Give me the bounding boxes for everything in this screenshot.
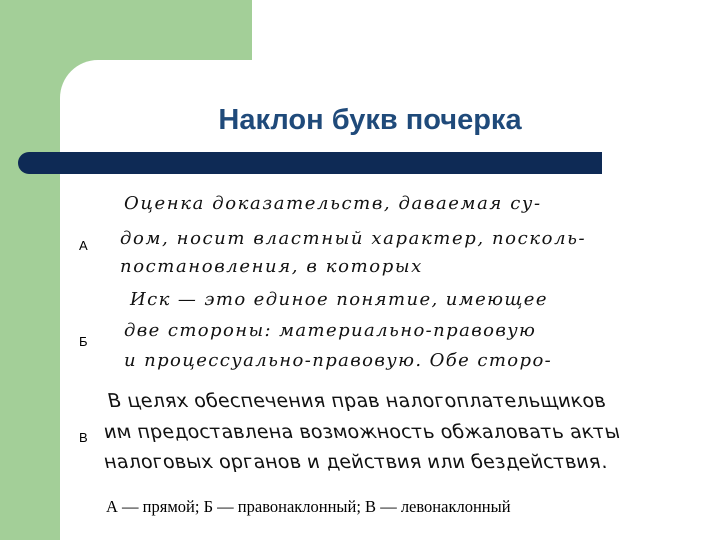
handwriting-b-line-2: две стороны: материально-правовую bbox=[124, 320, 537, 341]
title-underline-bar bbox=[18, 152, 602, 174]
handwriting-b-line-3: и процессуально-правовую. Обе сторо- bbox=[124, 350, 553, 371]
figure-caption: А — прямой; Б — правонаклонный; В — левонаклонный bbox=[106, 497, 511, 516]
sample-label-a: А bbox=[79, 238, 88, 253]
slide-title: Наклон букв почерка bbox=[218, 104, 522, 136]
handwriting-c-line-1: В целях обеспечения прав налогоплательщиков bbox=[105, 390, 608, 412]
sample-label-b: Б bbox=[79, 334, 88, 349]
bar-line bbox=[29, 152, 602, 174]
handwriting-b-line-1: Иск — это единое понятие, имеющее bbox=[130, 289, 548, 310]
handwriting-a-line-3: постановления, в которых bbox=[120, 256, 423, 277]
handwriting-a-line-2: дом, носит властный характер, посколь- bbox=[120, 228, 587, 249]
handwriting-c-line-3: налоговых органов и действия или бездействия. bbox=[101, 451, 610, 473]
handwriting-a-line-1: Оценка доказательств, даваемая су- bbox=[124, 193, 542, 214]
sample-label-c: В bbox=[79, 430, 88, 445]
handwriting-c-line-2: им предоставлена возможность обжаловать акты bbox=[101, 421, 623, 443]
